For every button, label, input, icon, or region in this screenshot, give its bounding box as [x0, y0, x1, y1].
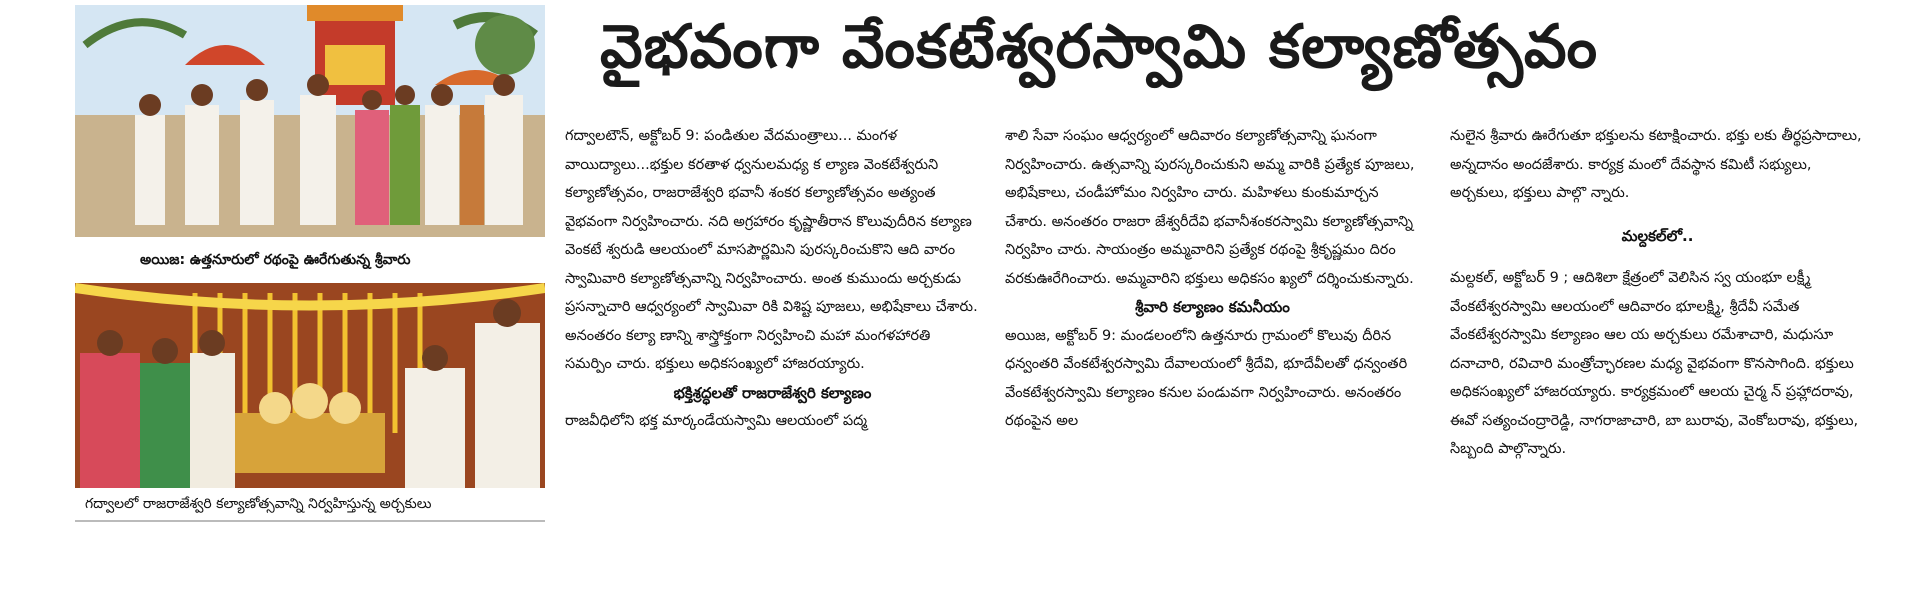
photo-kalyanam-ritual	[75, 283, 545, 488]
photo-caption-ritual: గద్వాలలో రాజరాజేశ్వరి కల్యాణోత్సవాన్ని నిర్వహిస్తున్న అర్చకులు	[85, 496, 432, 512]
ritual-photo-illustration	[75, 283, 545, 488]
column-3-subheading: మల్దకల్‌లో..	[1621, 226, 1694, 245]
photo-chariot-procession	[75, 5, 545, 237]
column-2-paragraph: శాలి సేవా సంఘం ఆధ్వర్యంలో ఆదివారం కల్యాణోత్సవాన్ని ఘనంగా నిర్వహించారు. ఉత్సవాన్ని పురస్కరించుకుని అమ్మ వారికి ప్రత్యేక పూజలు, అభిషేకాలు, చండీహోమం నిర్వహిం చారు. మహిళలు కుంకుమార్చన చేశారు. అనంతరం రాజరా జేశ్వరీదేవి భవానీశంకరస్వామి కల్యాణోత్సవాన్ని నిర్వహిం చారు. సాయంత్రం అమ్మవారిని ప్రత్యేక రథంపై శ్రీకృష్ణమం దిరం వరకుఊరేగించారు. అమ్మవారిని భక్తులు అధికసం ఖ్యలో దర్శించుకున్నారు.	[1005, 128, 1415, 287]
column-1-paragraph: గద్వాలటౌన్, అక్టోబర్ 9: పండితుల వేదమంత్రాలు... మంగళ వాయిద్యాలు...భక్తుల కరతాళ ధ్వనులమధ్య క ల్యాణ వెంకటేశ్వరుని కల్యాణోత్సవం, రాజరాజేశ్వరి భవానీ శంకర కల్యాణోత్సవం అత్యంత వైభవంగా నిర్వహించారు. నది అగ్రహారం కృష్ణాతీరాన కొలువుదీరిన కల్యాణ వెంకటే శ్వరుడి ఆలయంలో మాసపౌర్ణమిని పురస్కరించుకొని ఆది వారం స్వామివారి కల్యాణోత్సవాన్ని నిర్వహించారు. అంత కుముందు అర్చకుడు ప్రసన్నాచారి ఆధ్వర్యంలో స్వామివా రికి విశిష్ట పూజలు, అభిషేకాలు చేశారు. అనంతరం కల్యా ణాన్ని శాస్త్రోక్తంగా నిర్వహించి మహా మంగళహారతి సమర్పిం చారు. భక్తులు అధికసంఖ్యలో హాజరయ్యారు.	[565, 128, 978, 372]
column-3-paragraph: నులైన శ్రీవారు ఊరేగుతూ భక్తులను కటాక్షించారు. భక్తు లకు తీర్థప్రసాదాలు, అన్నదానం అందజేశారు. కార్యక్ర మంలో దేవస్థాన కమిటీ సభ్యులు, అర్చకులు, భక్తులు పాల్గొ న్నారు.	[1450, 128, 1862, 201]
column-2-subheading: శ్రీవారి కల్యాణం కమనీయం	[1135, 298, 1290, 316]
column-1-continued: రాజవీధిలోని భక్త మార్కండేయస్వామి ఆలయంలో పద్మ	[565, 413, 868, 429]
photo-caption-chariot: అయిజ: ఉత్తనూరులో రథంపై ఊరేగుతున్న శ్రీవారు	[140, 252, 411, 268]
column-2-continued: అయిజ, అక్టోబర్ 9: మండలంలోని ఉత్తనూరు గ్రామంలో కొలువు దీరిన ధన్వంతరి వేంకటేశ్వరస్వామి దేవాలయంలో శ్రీదేవి, భూదేవీలతో ధన్వంతరి వేంకటేశ్వరస్వామి కల్యాణం కనుల పండువగా నిర్వహించారు. అనంతరం రథంపైన అల	[1005, 327, 1408, 429]
headline: వైభవంగా వేంకటేశ్వరస్వామి కల్యాణోత్సవం	[600, 12, 1598, 82]
chariot-photo-illustration	[75, 5, 545, 237]
column-3-continued: మల్దకల్, అక్టోబర్ 9 ; ఆదిశిలా క్షేత్రంలో వెలిసిన స్వ యంభూ లక్ష్మీ వేంకటేశ్వరస్వామి ఆలయంలో ఆదివారం భూలక్ష్మి, శ్రీదేవీ సమేత వేంకటేశ్వరస్వామి కల్యాణం ఆల య అర్చకులు రమేశాచారి, మధుసూ దనాచారి, రవిచారి మంత్రోచ్ఛారణల మధ్య వైభవంగా కొనసాగింది. భక్తులు అధికసంఖ్యలో హాజరయ్యారు. కార్యక్రమంలో ఆలయ చైర్మ న్ ప్రహ్లాదరావు, ఈవో సత్యంచంద్రారెడ్డి, నాగరాజాచారి, బా బురావు, వెంకోబరావు, భక్తులు, సిబ్బంది పాల్గొన్నారు.	[1450, 270, 1859, 457]
article-column-3	[1450, 122, 1865, 464]
article-column-2	[1005, 122, 1420, 436]
article-column-1	[565, 122, 980, 436]
column-1-subheading: భక్తిశ్రద్ధలతో రాజరాజేశ్వరి కల్యాణం	[673, 383, 872, 402]
caption-underline	[75, 520, 545, 522]
